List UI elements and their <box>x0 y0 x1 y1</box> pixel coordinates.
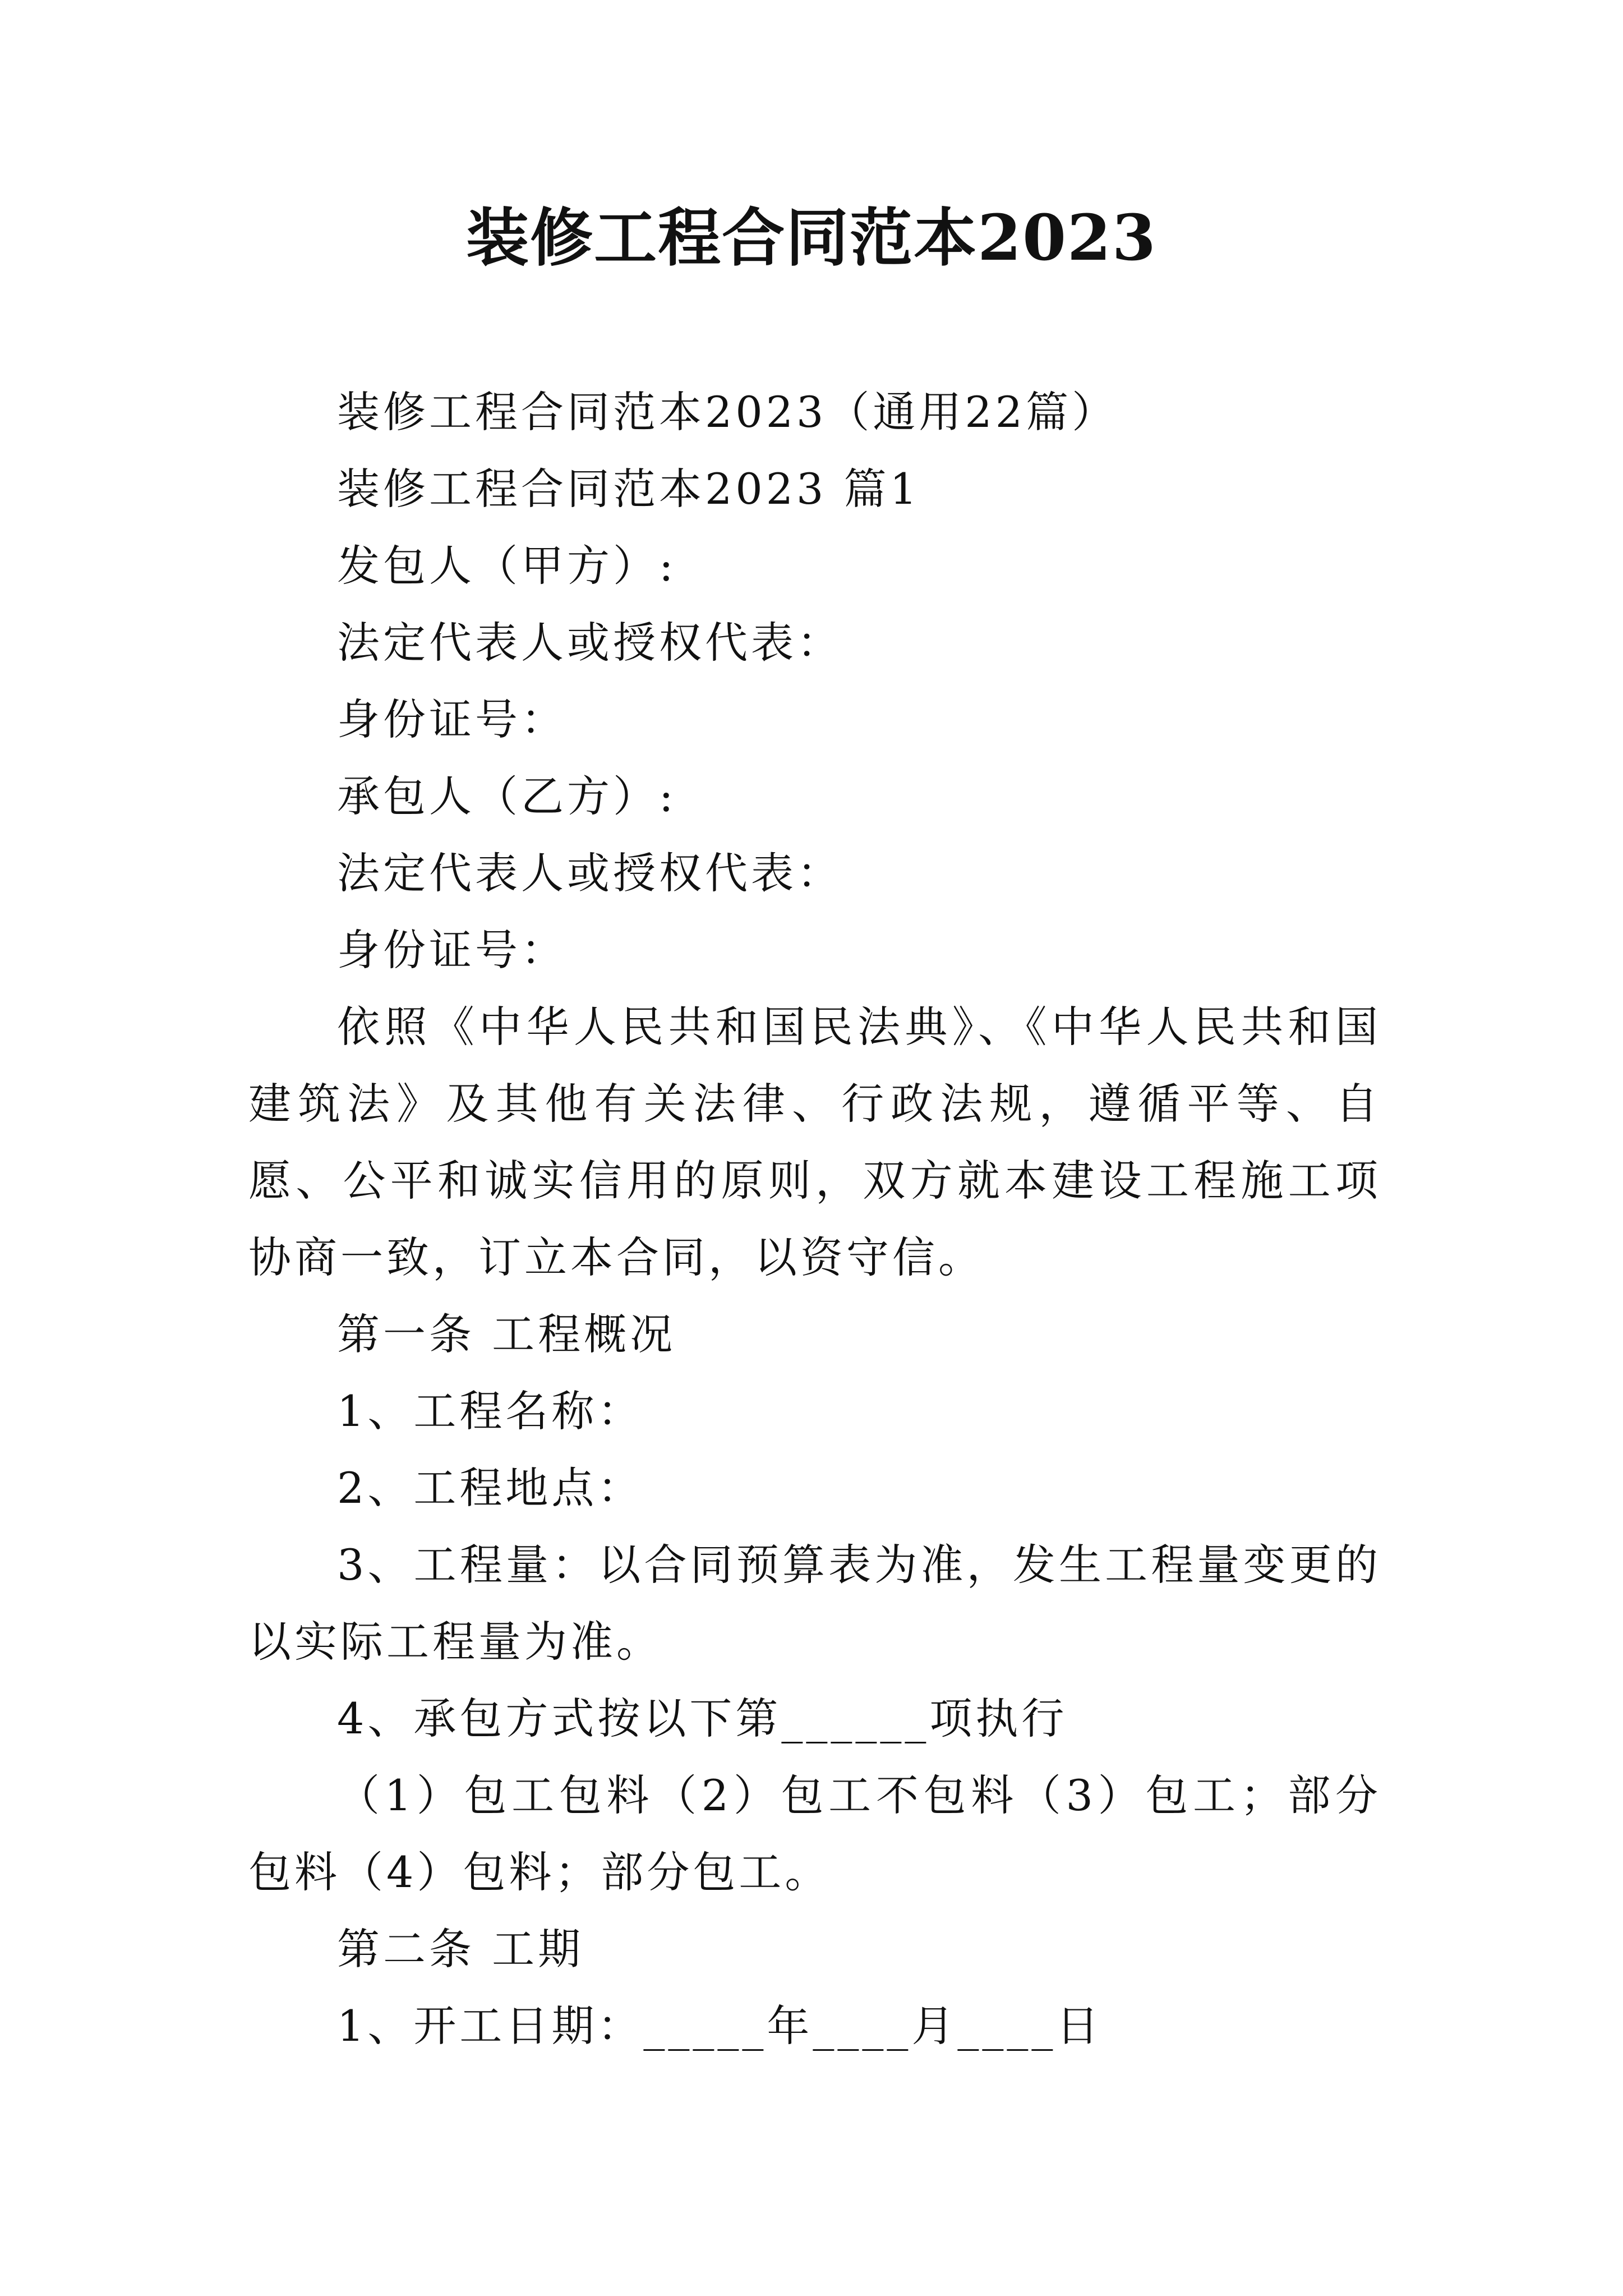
paragraph-project-name: 1、工程名称： <box>337 1386 644 1436</box>
paragraph-preamble: 依照《中华人民共和国民法典》、《中华人民共和国建筑法》及其他有关法律、行政法规，遵循平等、自愿、公平和诚实信用的原则，双方就本建设工程施工项协商一致，订立本合同，以资守信。 <box>248 1002 1381 1282</box>
document-title: 装修工程合同范本2023 <box>466 201 1157 275</box>
paragraph-party-a-representative: 法定代表人或授权代表： <box>337 618 843 668</box>
paragraph-project-quantity: 3、工程量：以合同预算表为准，发生工程量变更的以实际工程量为准。 <box>248 1540 1381 1667</box>
paragraph-party-b: 承包人（乙方）: <box>337 771 677 821</box>
document-body <box>248 374 1381 2064</box>
paragraph-section-heading: 装修工程合同范本2023 篇1 <box>337 464 920 514</box>
paragraph-party-b-representative: 法定代表人或授权代表： <box>337 848 843 898</box>
paragraph-contract-options: （1）包工包料（2）包工不包料（3）包工；部分包料（4）包料；部分包工。 <box>248 1770 1381 1897</box>
paragraph-article-2-heading: 第二条 工期 <box>337 1924 584 1974</box>
paragraph-contract-method: 4、承包方式按以下第______项执行 <box>337 1694 1068 1743</box>
paragraph-party-a: 发包人（甲方）: <box>337 541 677 591</box>
paragraph-party-b-id: 身份证号： <box>337 925 567 975</box>
paragraph-article-1-heading: 第一条 工程概况 <box>337 1309 676 1359</box>
paragraph-project-location: 2、工程地点： <box>337 1463 644 1513</box>
paragraph-party-a-id: 身份证号： <box>337 694 567 744</box>
paragraph-subtitle: 装修工程合同范本2023（通用22篇） <box>337 387 1118 437</box>
paragraph-start-date: 1、开工日期：_____年____月____日 <box>337 2001 1103 2051</box>
